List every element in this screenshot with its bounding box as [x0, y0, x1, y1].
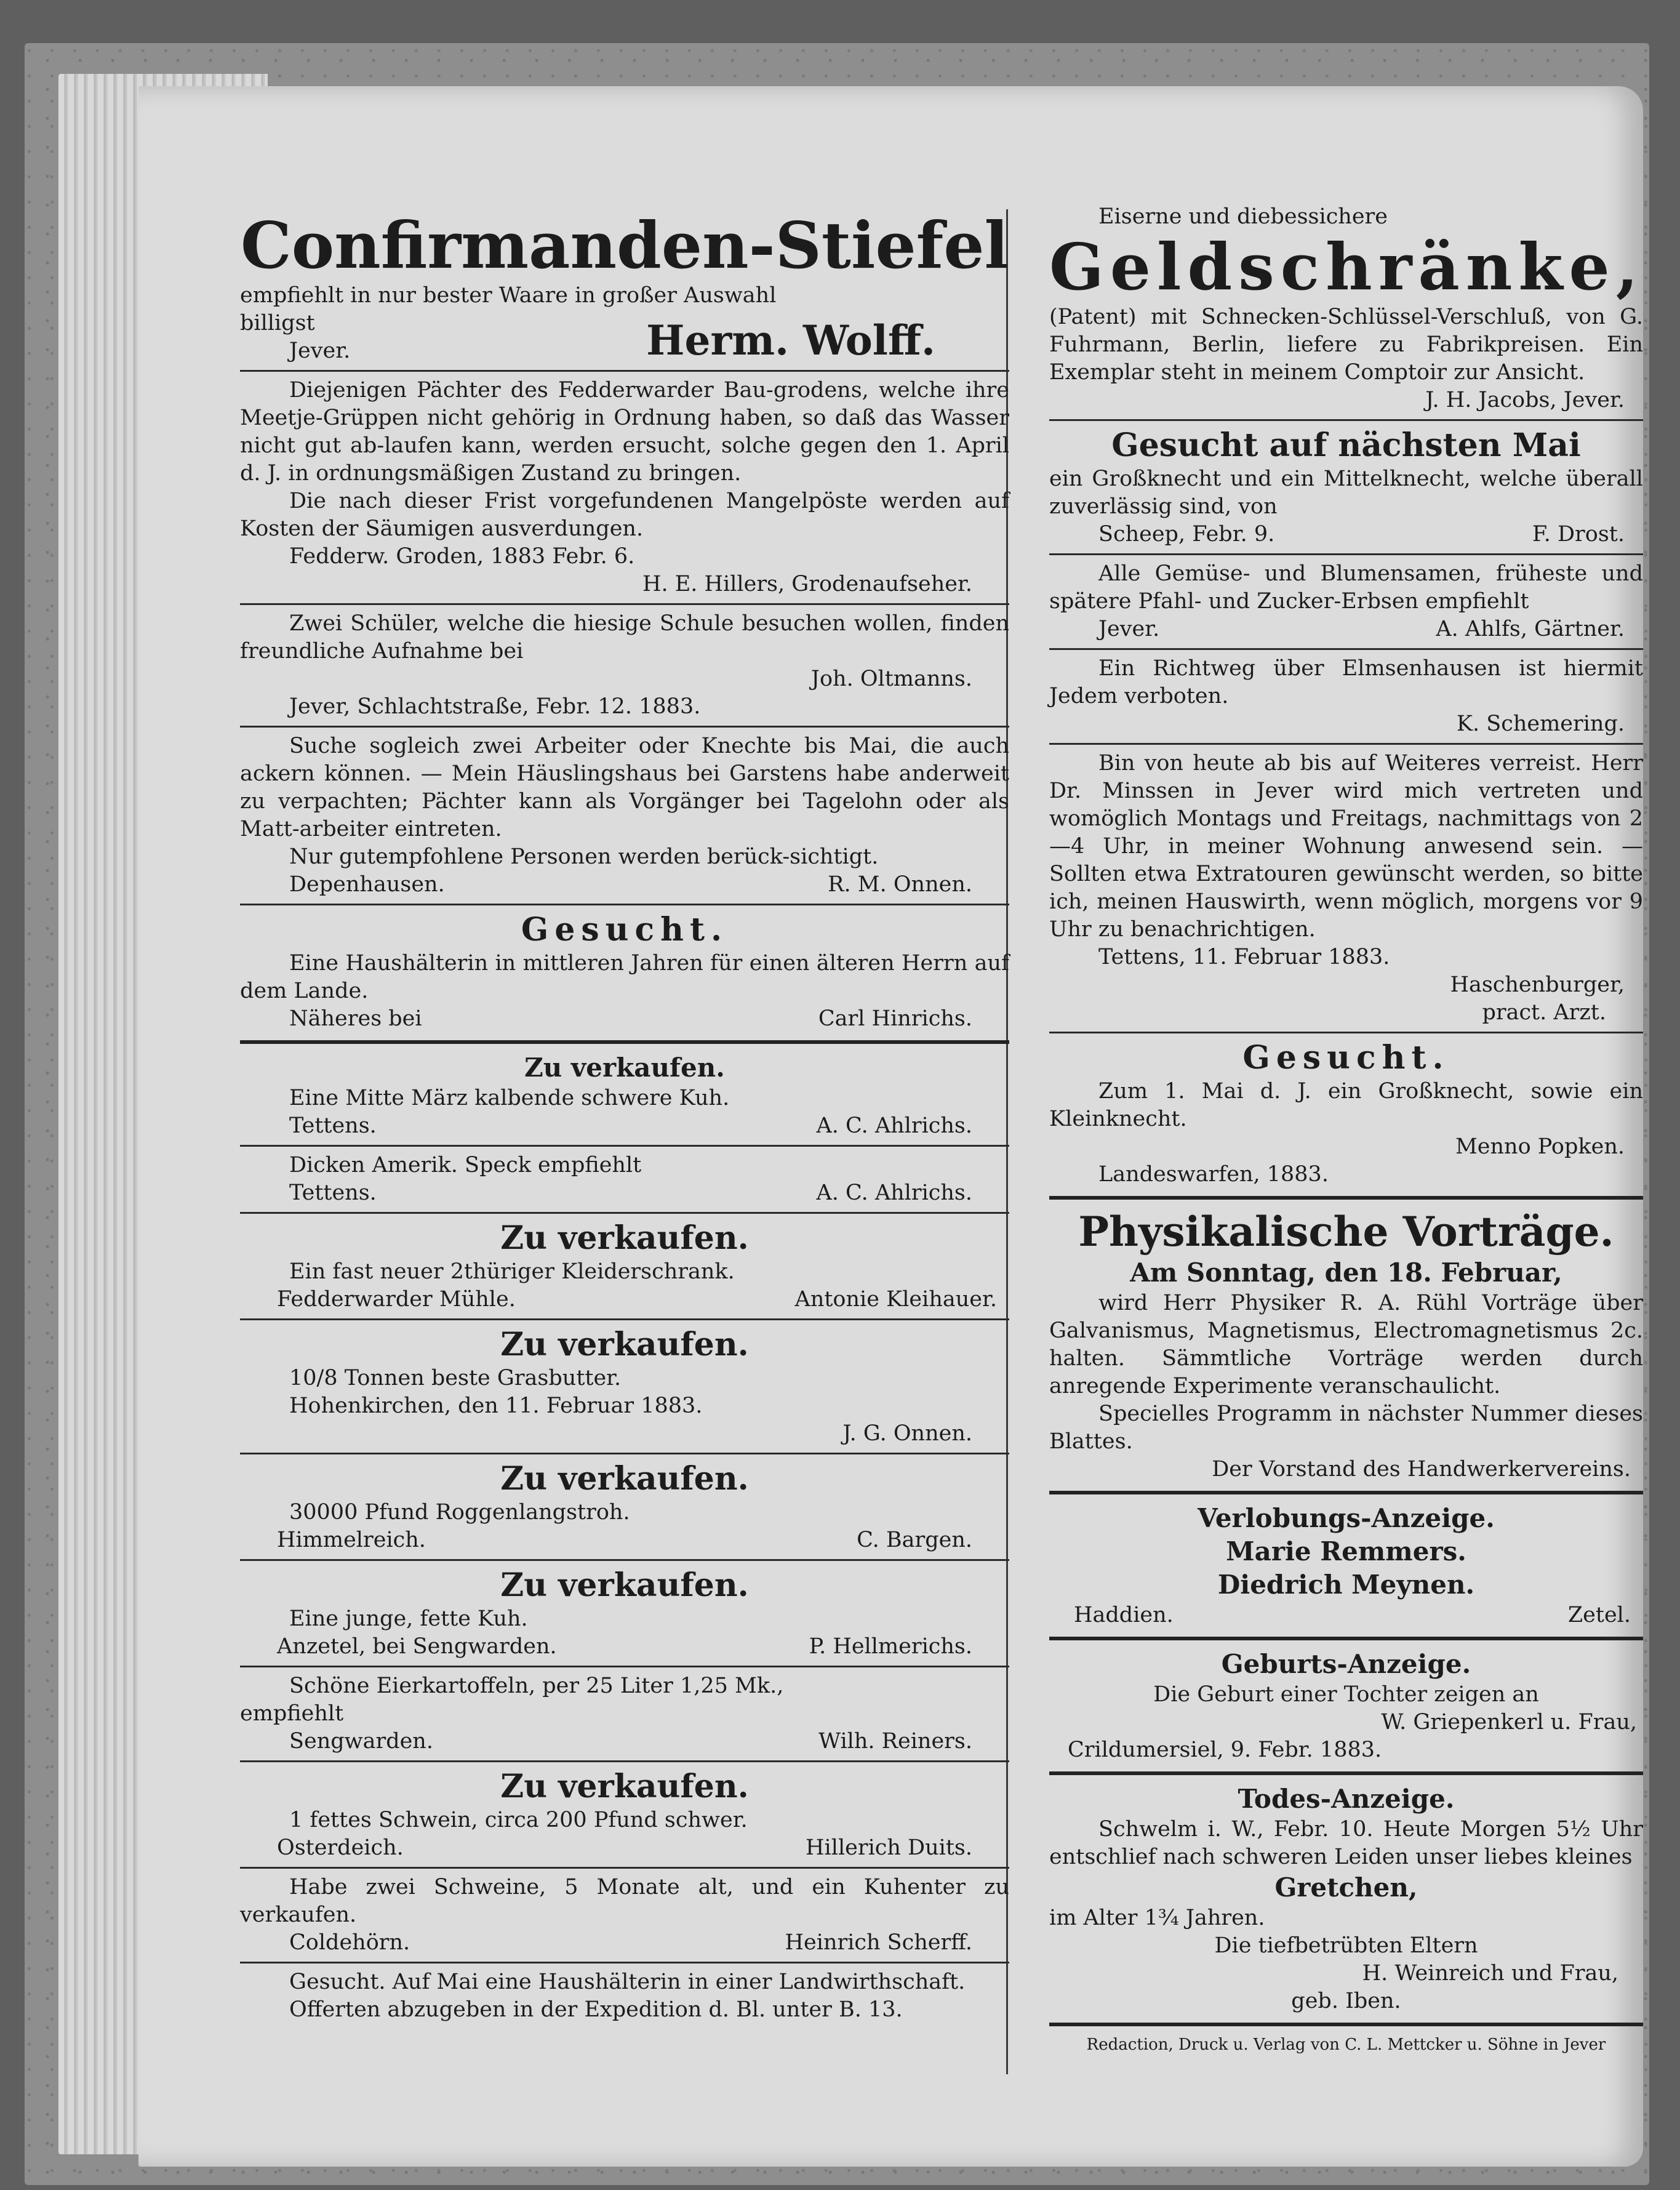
ad-todesanzeige — [1049, 1783, 1643, 2015]
rule — [1049, 743, 1643, 745]
ad-place: Himmelreich. — [277, 1528, 426, 1552]
ad-dateline: Fedderw. Groden, 1883 Febr. 6. — [289, 544, 635, 569]
ad-place: Anzetel, bei Sengwarden. — [277, 1634, 557, 1659]
ad-headline: Zu verkaufen. — [500, 1768, 749, 1805]
ad-signature: Antonie Kleihauer. — [794, 1287, 997, 1312]
ad-signature: A. C. Ahlrichs. — [816, 1113, 972, 1138]
ad-text: Schwelm i. W., Febr. 10. Heute Morgen 5½ Uhr entschlief nach schweren Leiden unser liebes kleines — [1049, 1817, 1643, 1869]
ad-dateline: Crildumersiel, 9. Febr. 1883. — [1068, 1738, 1382, 1762]
ad-signature: K. Schemering. — [1456, 712, 1625, 736]
ad-kicker: Eiserne und diebessichere — [1098, 204, 1388, 229]
ad-signature: F. Drost. — [1532, 522, 1625, 547]
rule — [1049, 1491, 1643, 1494]
rule — [240, 1559, 1009, 1561]
rule — [240, 1145, 1009, 1147]
rule — [1049, 1637, 1643, 1640]
ad-headline: Gesucht auf nächsten Mai — [1111, 427, 1581, 464]
ad-place: Tettens. — [289, 1113, 377, 1138]
ad-signature: Menno Popken. — [1455, 1134, 1625, 1159]
ad-kartoffeln — [240, 1672, 1009, 1755]
ad-headline: Gesucht. — [521, 911, 729, 949]
ad-gesucht-landwirthschaft — [240, 1968, 1009, 2024]
ad-headline: Zu verkaufen. — [500, 1326, 749, 1363]
ad-signature: A. C. Ahlrichs. — [816, 1181, 972, 1205]
rule — [240, 603, 1009, 605]
ad-place: Depenhausen. — [289, 872, 445, 897]
rule — [240, 726, 1009, 728]
ad-jungkuh — [240, 1566, 1009, 1661]
ad-samen — [1049, 560, 1643, 643]
ad-schweine — [240, 1874, 1009, 1957]
ad-fedderwarden — [240, 377, 1009, 598]
ad-text: 30000 Pfund Roggenlangstroh. — [289, 1500, 630, 1525]
ad-physik — [1049, 1207, 1643, 1483]
ad-text: 1 fettes Schwein, circa 200 Pfund schwer. — [289, 1808, 748, 1832]
ad-schwein — [240, 1767, 1009, 1862]
ad-dateline: Tettens, 11. Februar 1883. — [1098, 945, 1390, 969]
ad-signature: Der Vorstand des Handwerkervereins. — [1212, 1457, 1631, 1482]
ad-kuh — [240, 1051, 1009, 1140]
left-column — [240, 123, 1009, 2024]
ad-headline: Zu verkaufen. — [500, 1460, 749, 1498]
ad-text: Specielles Programm in nächster Nummer dieses Blattes. — [1049, 1402, 1643, 1454]
ad-schrank — [240, 1219, 1009, 1314]
ad-stroh — [240, 1459, 1009, 1554]
ad-gesucht-grossknecht — [1049, 1038, 1643, 1189]
ad-text: Eine junge, fette Kuh. — [289, 1606, 528, 1631]
ad-signature: W. Griepenkerl u. Frau, — [1381, 1710, 1637, 1735]
ad-gesucht-haushaelterin — [240, 910, 1009, 1033]
ad-headline: Physikalische Vorträge. — [1078, 1208, 1614, 1256]
rule — [240, 1867, 1009, 1869]
ad-text: (Patent) mit Schnecken-Schlüssel-Verschluß, von G. Fuhrmann, Berlin, liefere zu Fabrikpreisen. Ein Exemplar steht in meinem Comptoir zur Ansicht. — [1049, 305, 1643, 385]
rule — [1049, 553, 1643, 555]
ad-place: Tettens. — [289, 1181, 377, 1205]
ad-name: Gretchen, — [1274, 1872, 1418, 1903]
ad-signature: R. M. Onnen. — [828, 872, 972, 897]
ad-text: Suche sogleich zwei Arbeiter oder Knechte bis Mai, die auch ackern können. — Mein Häuslingshaus bei Garstens habe anderweit zu verpachten; Pächter kann als Vorgänger bei Tagelohn oder als Matt-arbeiter eintreten. — [240, 734, 1009, 841]
ad-place: Sengwarden. — [289, 1729, 433, 1754]
ad-gesucht-mai — [1049, 426, 1643, 548]
ad-confirmanden-stiefel — [240, 209, 1009, 365]
ad-signature: J. G. Onnen. — [842, 1421, 972, 1446]
ad-signature: Carl Hinrichs. — [818, 1006, 972, 1031]
ad-signature: geb. Iben. — [1291, 1989, 1401, 2013]
ad-headline: Confirmanden-Stiefel — [240, 207, 1009, 283]
rule — [240, 1666, 1009, 1667]
ad-signature: H. Weinreich und Frau, — [1362, 1961, 1618, 1986]
ad-place: Coldehörn. — [289, 1930, 410, 1955]
ad-geburt — [1049, 1648, 1643, 1764]
ad-text: Alle Gemüse- und Blumensamen, früheste und spätere Pfahl- und Zucker-Erbsen empfiehlt — [1049, 561, 1643, 614]
ad-verlobung — [1049, 1502, 1643, 1629]
ad-dateline: Jever, Schlachtstraße, Febr. 12. 1883. — [289, 694, 701, 719]
ad-place: Jever. — [1098, 617, 1160, 641]
ad-text: empfiehlt in nur bester Waare in großer Auswahl — [240, 283, 777, 308]
ad-text: Zwei Schüler, welche die hiesige Schule besuchen wollen, finden freundliche Aufnahme bei — [240, 611, 1009, 664]
ad-text: Bin von heute ab bis auf Weiteres verreist. Herr Dr. Minssen in Jever wird mich vertreten und womöglich Montags und Freitags, nachmittags von 2—4 Uhr, in meiner Wohnung anwesend sein. — Sollten etwa Extratouren gewünscht werden, so bitte ich, meinen Hauswirth, wenn möglich, morgens vor 9 Uhr zu benachrichtigen. — [1049, 751, 1643, 942]
ad-text: Ein fast neuer 2thüriger Kleiderschrank. — [289, 1259, 735, 1284]
ad-label: Näheres bei — [289, 1006, 422, 1031]
ad-signature-title: pract. Arzt. — [1482, 1000, 1606, 1025]
ad-text: Die tiefbetrübten Eltern — [1214, 1933, 1478, 1958]
ad-signature: Hillerich Duits. — [806, 1835, 972, 1860]
ad-headline: Verlobungs-Anzeige. — [1198, 1503, 1495, 1533]
ad-text: Eine Haushälterin in mittleren Jahren für einen älteren Herrn auf dem Lande. — [240, 951, 1009, 1003]
ad-signature: Haschenburger, — [1450, 973, 1625, 997]
ad-headline: Geldschränke, — [1049, 229, 1644, 305]
ad-geldschraenke — [1049, 203, 1643, 414]
ad-signature: J. H. Jacobs, Jever. — [1425, 388, 1625, 412]
ad-headline: Geburts-Anzeige. — [1221, 1649, 1471, 1679]
right-column — [1049, 123, 1643, 2056]
rule — [240, 1453, 1009, 1454]
ad-dateline: Landeswarfen, 1883. — [1098, 1162, 1329, 1187]
ad-place: Fedderwarder Mühle. — [277, 1287, 516, 1312]
rule — [1049, 1032, 1643, 1033]
ad-place: Haddien. — [1074, 1603, 1174, 1627]
rule — [240, 1040, 1009, 1044]
ad-text: Zum 1. Mai d. J. ein Großknecht, sowie ein Kleinknecht. — [1049, 1079, 1643, 1131]
ad-name: Marie Remmers. — [1226, 1536, 1466, 1566]
ad-place: Scheep, Febr. 9. — [1098, 522, 1275, 547]
ad-text: 10/8 Tonnen beste Grasbutter. — [289, 1366, 622, 1390]
rule — [240, 1212, 1009, 1214]
rule — [240, 1962, 1009, 1963]
ad-headline: Zu verkaufen. — [524, 1053, 725, 1083]
ad-text: Die nach dieser Frist vorgefundenen Mangelpöste werden auf Kosten der Säumigen ausverdungen. — [240, 489, 1009, 541]
ad-signature: Heinrich Scherff. — [785, 1930, 972, 1955]
ad-place: Osterdeich. — [277, 1835, 404, 1860]
ad-arbeiter — [240, 732, 1009, 899]
ad-place: Zetel. — [1567, 1603, 1631, 1627]
ad-headline: Todes-Anzeige. — [1238, 1784, 1455, 1814]
ad-dateline: Hohenkirchen, den 11. Februar 1883. — [289, 1394, 703, 1418]
rule — [1049, 419, 1643, 421]
ad-text: Nur gutempfohlene Personen werden berück-sichtigt. — [289, 844, 879, 869]
ad-headline: Zu verkaufen. — [500, 1219, 749, 1257]
ad-firm-name: Herm. Wolff. — [646, 316, 935, 364]
imprint: Redaction, Druck u. Verlag von C. L. Mettcker u. Söhne in Jever — [1086, 2036, 1606, 2054]
rule — [1049, 1196, 1643, 1200]
ad-text: Gesucht. Auf Mai eine Haushälterin in einer Landwirthschaft. — [289, 1970, 966, 1994]
ad-text: empfiehlt — [240, 1701, 344, 1726]
rule — [240, 1318, 1009, 1320]
ad-text: Schöne Eierkartoffeln, per 25 Liter 1,25 Mk., — [289, 1674, 784, 1698]
rule — [1049, 2023, 1643, 2026]
rule — [1049, 1771, 1643, 1775]
ad-headline: Gesucht. — [1242, 1039, 1450, 1077]
ad-speck — [240, 1152, 1009, 1207]
ad-subheadline: Am Sonntag, den 18. Februar, — [1130, 1257, 1562, 1288]
ad-text: im Alter 1¾ Jahren. — [1049, 1906, 1265, 1930]
ad-name: Diedrich Meynen. — [1217, 1570, 1475, 1600]
ad-richtweg — [1049, 655, 1643, 738]
rule — [240, 904, 1009, 905]
rule — [1049, 648, 1643, 650]
ad-text: Ein Richtweg über Elmsenhausen ist hiermit Jedem verboten. — [1049, 656, 1643, 708]
ad-text: ein Großknecht und ein Mittelknecht, welche überall zuverlässig sind, von — [1049, 467, 1643, 519]
ad-text: Offerten abzugeben in der Expedition d. Bl. unter B. 13. — [289, 1997, 903, 2022]
rule — [240, 370, 1009, 372]
ad-signature: P. Hellmerichs. — [809, 1634, 972, 1659]
ad-text: Dicken Amerik. Speck empfiehlt — [289, 1153, 642, 1177]
ad-text: Diejenigen Pächter des Fedderwarder Bau-grodens, welche ihre Meetje-Grüppen nicht gehörig in Ordnung haben, so daß das Wasser nicht gut ab-laufen kann, werden ersucht, solche gegen den 1. April d. J. in ordnungsmäßigen Zustand zu bringen. — [240, 378, 1009, 486]
ad-verreist — [1049, 750, 1643, 1027]
ad-signature: C. Bargen. — [857, 1528, 972, 1552]
ad-text: billigst Jever. — [240, 311, 351, 363]
ad-signature: Joh. Oltmanns. — [810, 667, 972, 691]
ad-text: wird Herr Physiker R. A. Rühl Vorträge über Galvanismus, Magnetismus, Electromagnetismus 2c. halten. Sämmtliche Vorträge werden durch anregende Experimente veranschaulicht. — [1049, 1291, 1643, 1398]
ad-signature: A. Ahlfs, Gärtner. — [1436, 617, 1625, 641]
ad-signature: H. E. Hillers, Grodenaufseher. — [642, 572, 972, 596]
ad-headline: Zu verkaufen. — [500, 1566, 749, 1604]
ad-schueler — [240, 610, 1009, 721]
ad-signature: Wilh. Reiners. — [818, 1729, 972, 1754]
ad-butter — [240, 1325, 1009, 1448]
ad-text: Eine Mitte März kalbende schwere Kuh. — [289, 1086, 730, 1110]
ad-text: Die Geburt einer Tochter zeigen an — [1153, 1682, 1539, 1707]
ad-text: Habe zwei Schweine, 5 Monate alt, und ein Kuhenter zu verkaufen. — [240, 1875, 1009, 1927]
rule — [240, 1760, 1009, 1762]
